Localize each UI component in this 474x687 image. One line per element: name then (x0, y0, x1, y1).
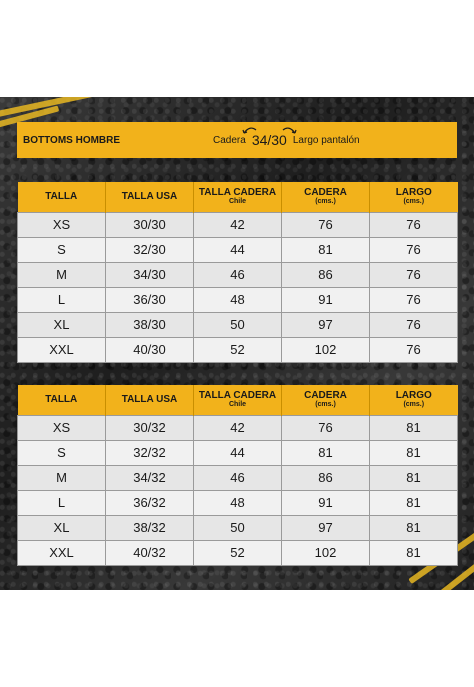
table-cell: 102 (282, 337, 370, 362)
table-cell: 81 (370, 540, 458, 565)
table-cell: 86 (282, 465, 370, 490)
column-header-label: CADERA (304, 187, 347, 199)
page-title: BOTTOMS HOMBRE (23, 134, 121, 146)
legend-hip-label: Cadera (213, 134, 246, 146)
table-cell: 52 (194, 540, 282, 565)
size-format-legend (213, 132, 360, 148)
table-cell: 97 (282, 515, 370, 540)
table-cell: 81 (282, 440, 370, 465)
column-header-label: LARGO (395, 390, 432, 402)
table-cell: 52 (194, 337, 282, 362)
table-row (18, 237, 458, 262)
table-cell: 81 (282, 237, 370, 262)
table-cell: 34/32 (106, 465, 194, 490)
table-cell: XL (18, 312, 106, 337)
curved-arrow-icon (242, 126, 258, 134)
table-cell: M (18, 262, 106, 287)
table-cell: 30/30 (106, 212, 194, 237)
column-header-unit: (cms.) (315, 198, 336, 206)
table-cell: XL (18, 515, 106, 540)
table-row (18, 287, 458, 312)
table-cell: 44 (194, 440, 282, 465)
table-row (18, 515, 458, 540)
table-cell: 91 (282, 287, 370, 312)
size-table-inseam-32 (17, 385, 458, 566)
table-header-row (18, 182, 458, 212)
table-cell: 97 (282, 312, 370, 337)
table-cell: 91 (282, 490, 370, 515)
table-cell: 81 (370, 490, 458, 515)
column-header (194, 182, 282, 212)
table-cell: 81 (370, 515, 458, 540)
column-header-unit: Chile (228, 198, 247, 206)
table-row (18, 490, 458, 515)
table-cell: S (18, 440, 106, 465)
table-cell: 76 (370, 212, 458, 237)
table-cell: 50 (194, 312, 282, 337)
column-header-unit: (cms.) (315, 401, 336, 409)
table-cell: 81 (370, 465, 458, 490)
table-cell: 30/32 (106, 415, 194, 440)
table-cell: 32/30 (106, 237, 194, 262)
column-header-label: TALLA (45, 394, 78, 406)
column-header (194, 385, 282, 415)
legend-size-example (250, 132, 289, 148)
header-bar (17, 122, 457, 158)
column-header-label: CADERA (304, 390, 347, 402)
column-header (106, 385, 194, 415)
table-cell: 76 (370, 262, 458, 287)
table-cell: 38/30 (106, 312, 194, 337)
table-cell: 38/32 (106, 515, 194, 540)
table-cell: 42 (194, 415, 282, 440)
table-cell: 102 (282, 540, 370, 565)
table-row (18, 262, 458, 287)
column-header (370, 385, 458, 415)
column-header-label: TALLA CADERA (198, 187, 277, 199)
column-header-unit: Chile (228, 401, 247, 409)
column-header-label: TALLA USA (121, 191, 178, 203)
table-row (18, 440, 458, 465)
table-cell: XXL (18, 540, 106, 565)
table-cell: XS (18, 212, 106, 237)
column-header-unit: (cms.) (403, 198, 425, 206)
column-header-label: TALLA CADERA (198, 390, 277, 402)
table-cell: 76 (370, 237, 458, 262)
table-cell: 81 (370, 415, 458, 440)
table-body (18, 212, 458, 362)
table-cell: L (18, 287, 106, 312)
table-cell: 46 (194, 465, 282, 490)
table-row (18, 312, 458, 337)
column-header (106, 182, 194, 212)
column-header-label: TALLA USA (121, 394, 178, 406)
table-body (18, 415, 458, 565)
table-row (18, 540, 458, 565)
table-cell: 76 (282, 415, 370, 440)
column-header (282, 182, 370, 212)
column-header-unit: (cms.) (403, 401, 425, 409)
table-cell: 40/30 (106, 337, 194, 362)
table-cell: 36/30 (106, 287, 194, 312)
table-cell: 34/30 (106, 262, 194, 287)
table-row (18, 337, 458, 362)
table-cell: 32/32 (106, 440, 194, 465)
table-cell: 76 (282, 212, 370, 237)
column-header-label: TALLA (45, 191, 78, 203)
table-cell: 76 (370, 337, 458, 362)
table-cell: 36/32 (106, 490, 194, 515)
column-header (370, 182, 458, 212)
table-cell: 42 (194, 212, 282, 237)
table-cell: XXL (18, 337, 106, 362)
table-header-row (18, 385, 458, 415)
table-cell: 48 (194, 490, 282, 515)
table-cell: 48 (194, 287, 282, 312)
table-cell: 50 (194, 515, 282, 540)
size-table-inseam-30 (17, 182, 458, 363)
table-row (18, 212, 458, 237)
curved-arrow-icon (281, 126, 297, 134)
column-header (18, 385, 106, 415)
legend-length-label: Largo pantalón (292, 134, 360, 146)
table-cell: 40/32 (106, 540, 194, 565)
column-header-label: LARGO (395, 187, 432, 199)
table-cell: 76 (370, 312, 458, 337)
legend-size-value: 34/30 (251, 132, 287, 148)
column-header (18, 182, 106, 212)
table-cell: 81 (370, 440, 458, 465)
table-row (18, 465, 458, 490)
table-cell: 46 (194, 262, 282, 287)
table-cell: 44 (194, 237, 282, 262)
table-cell: M (18, 465, 106, 490)
table-cell: S (18, 237, 106, 262)
table-cell: L (18, 490, 106, 515)
table-cell: 76 (370, 287, 458, 312)
table-row (18, 415, 458, 440)
table-cell: 86 (282, 262, 370, 287)
column-header (282, 385, 370, 415)
table-cell: XS (18, 415, 106, 440)
